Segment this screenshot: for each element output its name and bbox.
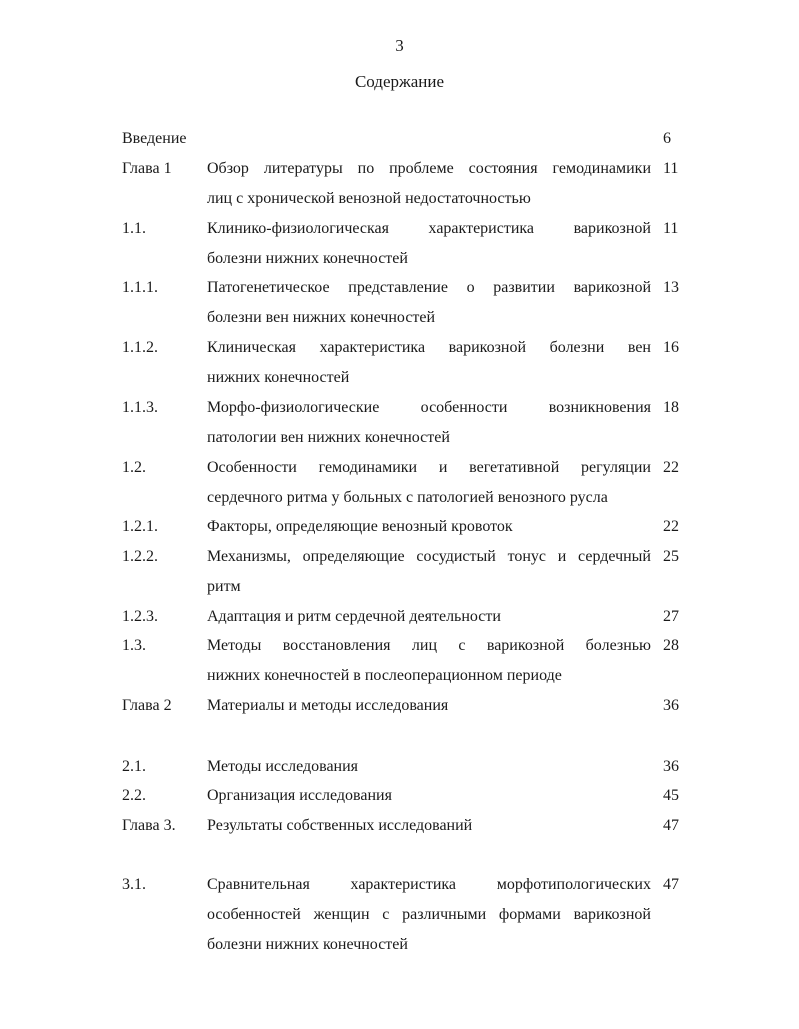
toc-entry-title-line: Материалы и методы исследования: [207, 697, 449, 714]
toc-entry-title-line: особенностей женщин с различными формами варикозной: [207, 905, 651, 923]
toc-entry-title-line: Адаптация и ритм сердечной деятельности: [207, 608, 501, 625]
toc-entry-number: 2.1.: [122, 758, 146, 775]
toc-entry-number: 1.1.3.: [122, 399, 158, 416]
toc-entry-number: 1.2.1.: [122, 518, 158, 535]
toc-entry-title-line: ритм: [207, 577, 241, 595]
toc-entry-title-line: лиц с хронической венозной недостаточностью: [207, 189, 531, 207]
toc-entry-number: 1.2.: [122, 459, 146, 476]
toc-entry-title-line: Методы исследования: [207, 758, 359, 775]
toc-entry-title-line: Особенности гемодинамики и вегетативной регуляции: [207, 459, 651, 476]
toc-entry-number: Глава 2: [122, 697, 172, 714]
toc-entry-title-line: нижних конечностей: [207, 368, 350, 386]
toc-entry-page: 27: [663, 608, 679, 625]
toc-entry-title-line: Обзор литературы по проблеме состояния гемодинамики: [207, 160, 651, 177]
toc-entry-number: 1.3.: [122, 637, 146, 654]
toc-entry-page: 28: [663, 637, 679, 654]
toc-entry-number: 1.2.2.: [122, 548, 158, 565]
toc-entry-page: 11: [663, 160, 679, 177]
toc-entry-page: 36: [663, 758, 679, 775]
toc-entry-title-line: Результаты собственных исследований: [207, 817, 473, 834]
toc-entry-title-line: нижних конечностей в послеоперационном периоде: [207, 666, 562, 684]
toc-entry-title-line: патологии вен нижних конечностей: [207, 428, 450, 446]
toc-entry-title-line: Патогенетическое представление о развитии варикозной: [207, 279, 651, 296]
toc-entry-page: 36: [663, 697, 679, 714]
toc-entry-title-line: Факторы, определяющие венозный кровоток: [207, 518, 513, 535]
toc-entry-title-line: Морфо-физиологические особенности возникновения: [207, 399, 651, 416]
toc-entry-number: 3.1.: [122, 876, 146, 893]
toc-entry-number: Введение: [122, 130, 187, 147]
toc-entry-page: 47: [663, 817, 679, 834]
toc-entry-page: 16: [663, 339, 679, 356]
toc-entry-number: 2.2.: [122, 787, 146, 804]
page-number: 3: [395, 36, 404, 55]
toc-entry-page: 18: [663, 399, 679, 416]
toc-entry-page: 45: [663, 787, 679, 804]
toc-entry-number: 1.1.: [122, 220, 146, 237]
toc-entry-page: 22: [663, 459, 679, 476]
toc-entry-page: 47: [663, 876, 679, 893]
toc-entry-page: 6: [663, 130, 671, 147]
toc-entry-title-line: Механизмы, определяющие сосудистый тонус и сердечный: [207, 548, 651, 565]
toc-entry-number: Глава 1: [122, 160, 172, 177]
toc-entry-title-line: болезни вен нижних конечностей: [207, 308, 436, 326]
toc-entry-page: 13: [663, 279, 679, 296]
toc-entry-number: Глава 3.: [122, 817, 176, 834]
toc-entry-page: 11: [663, 220, 679, 237]
toc-entry-number: 1.1.1.: [122, 279, 158, 296]
toc-entry-title-line: сердечного ритма у больных с патологией венозного русла: [207, 488, 608, 506]
toc-entry-title-line: Клинико-физиологическая характеристика варикозной: [207, 220, 651, 237]
toc-entry-number: 1.2.3.: [122, 608, 158, 625]
page-title: Содержание: [354, 72, 445, 91]
toc-entry-title-line: Сравнительная характеристика морфотипологических: [207, 876, 651, 893]
toc-entry-title-line: Организация исследования: [207, 787, 392, 804]
toc-entry-title-line: болезни нижних конечностей: [207, 935, 408, 953]
toc-entry-title-line: Методы восстановления лиц с варикозной болезнью: [207, 637, 651, 654]
toc-entry-page: 25: [663, 548, 679, 565]
toc-entry-number: 1.1.2.: [122, 339, 158, 356]
toc-entry-title-line: Клиническая характеристика варикозной болезни вен: [207, 339, 651, 356]
toc-entry-page: 22: [663, 518, 679, 535]
toc-entry-title-line: болезни нижних конечностей: [207, 249, 408, 267]
